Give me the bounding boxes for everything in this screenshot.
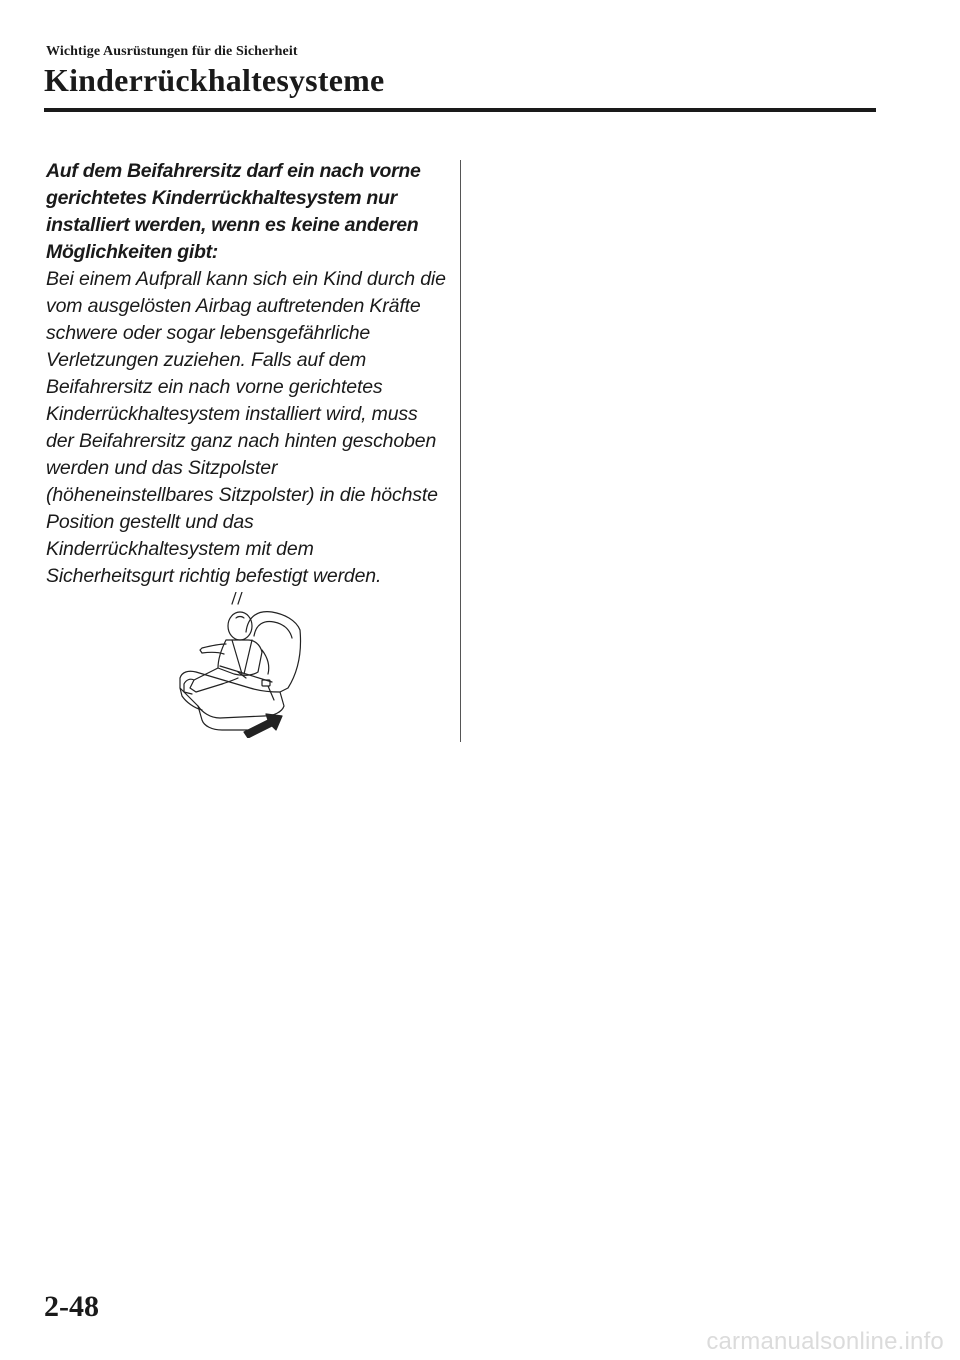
watermark: carmanualsonline.info: [706, 1328, 944, 1355]
warning-heading: Auf dem Beifahrersitz darf ein nach vorne gerichtetes Kinderrückhaltesystem nur installiert werden, wenn es keine anderen Möglichkeiten gibt:: [46, 160, 421, 263]
warning-body: Bei einem Aufprall kann sich ein Kind durch die vom ausgelösten Airbag auftretenden Kräfte schwere oder sogar lebensgefährliche Verletzungen zuziehen. Falls auf dem Beifahrersitz ein nach vorne gerichtetes Kinderrückhaltesystem installiert wird, muss der Beifahrersitz ganz nach hinten geschoben werden und das Sitzpolster (höheneinstellbares Sitzpolster) in die höchste Position gestellt und das Kinderrückhaltesystem mit dem Sicherheitsgurt richtig befestigt werden.: [46, 268, 446, 587]
section-label: Wichtige Ausrüstungen für die Sicherheit: [46, 44, 298, 59]
page-title: Kinderrückhaltesysteme: [44, 62, 385, 98]
title-divider: [44, 108, 876, 112]
warning-block: [46, 158, 446, 590]
child-seat-illustration: [176, 592, 304, 738]
column-divider: [460, 160, 461, 742]
page-number: 2-48: [44, 1290, 99, 1323]
child-seat-icon: [176, 592, 304, 738]
